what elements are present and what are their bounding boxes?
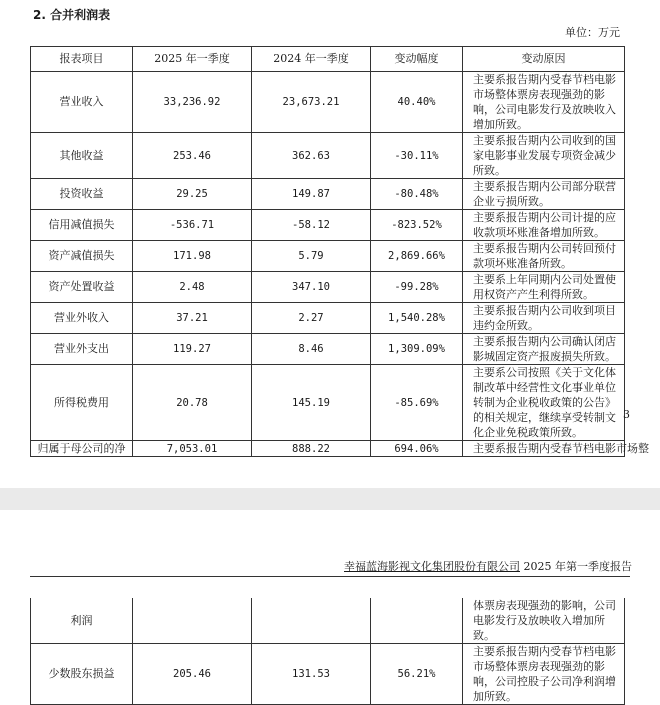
item-cell: 营业外支出 bbox=[31, 334, 133, 365]
change-cell bbox=[371, 598, 463, 644]
item-cell: 营业外收入 bbox=[31, 303, 133, 334]
table-row bbox=[31, 272, 625, 303]
item-cell: 归属于母公司的净 bbox=[31, 441, 133, 457]
q2024-cell: 362.63 bbox=[252, 133, 371, 179]
header-cell: 2025 年一季度 bbox=[133, 47, 252, 72]
header-cell: 报表项目 bbox=[31, 47, 133, 72]
q2024-cell: -58.12 bbox=[252, 210, 371, 241]
reason-cell: 主要系公司按照《关于文化体制改革中经营性文化事业单位转制为企业税收政策的公告》的相关规定，继续享受转制文化企业免税政策所致。 bbox=[463, 365, 625, 441]
q2025-cell: -536.71 bbox=[133, 210, 252, 241]
q2024-cell: 5.79 bbox=[252, 241, 371, 272]
q2024-cell: 145.19 bbox=[252, 365, 371, 441]
header-rule bbox=[30, 576, 630, 577]
q2024-cell: 888.22 bbox=[252, 441, 371, 457]
reason-cell: 体票房表现强劲的影响，公司电影发行及放映收入增加所致。 bbox=[463, 598, 625, 644]
item-cell: 信用减值损失 bbox=[31, 210, 133, 241]
header-cell: 2024 年一季度 bbox=[252, 47, 371, 72]
change-cell: 2,869.66% bbox=[371, 241, 463, 272]
table-row bbox=[31, 241, 625, 272]
header-report: 2025 年第一季度报告 bbox=[520, 560, 632, 573]
change-cell: 56.21% bbox=[371, 644, 463, 705]
item-cell: 资产减值损失 bbox=[31, 241, 133, 272]
change-cell: -99.28% bbox=[371, 272, 463, 303]
q2024-cell: 23,673.21 bbox=[252, 72, 371, 133]
change-cell: 40.40% bbox=[371, 72, 463, 133]
reason-cell: 主要系报告期内受春节档电影市场整体票房表现强劲的影响，公司控股子公司净利润增加所致。 bbox=[463, 644, 625, 705]
table-row bbox=[31, 179, 625, 210]
reason-cell: 主要系报告期内公司收到项目违约金所致。 bbox=[463, 303, 625, 334]
reason-cell: 主要系报告期内受春节档电影市场整体票房表现强劲的影响，公司电影发行及放映收入增加所致。 bbox=[463, 72, 625, 133]
change-cell: -85.69% bbox=[371, 365, 463, 441]
change-cell: 1,309.09% bbox=[371, 334, 463, 365]
table-row bbox=[31, 133, 625, 179]
item-cell: 其他收益 bbox=[31, 133, 133, 179]
reason-cell: 主要系上年同期内公司处置使用权资产产生利得所致。 bbox=[463, 272, 625, 303]
header-company: 幸福蓝海影视文化集团股份有限公司 bbox=[344, 560, 520, 573]
header-cell: 变动原因 bbox=[463, 47, 625, 72]
header-cell: 变动幅度 bbox=[371, 47, 463, 72]
income-statement-table bbox=[30, 46, 649, 457]
table-row bbox=[31, 210, 625, 241]
q2025-cell: 29.25 bbox=[133, 179, 252, 210]
q2024-cell: 149.87 bbox=[252, 179, 371, 210]
reason-cell: 主要系报告期内公司转回预付款项坏账准备所致。 bbox=[463, 241, 625, 272]
q2025-cell: 205.46 bbox=[133, 644, 252, 705]
item-cell: 所得税费用 bbox=[31, 365, 133, 441]
q2025-cell: 20.78 bbox=[133, 365, 252, 441]
q2025-cell: 7,053.01 bbox=[133, 441, 252, 457]
q2024-cell: 347.10 bbox=[252, 272, 371, 303]
table-row bbox=[31, 72, 625, 133]
running-header bbox=[344, 558, 632, 574]
item-cell: 利润 bbox=[31, 598, 133, 644]
change-cell: -80.48% bbox=[371, 179, 463, 210]
reason-cell: 主要系报告期内受春节档电影市场整 bbox=[463, 441, 625, 457]
change-cell: -823.52% bbox=[371, 210, 463, 241]
page-gap bbox=[0, 488, 660, 510]
q2025-cell: 171.98 bbox=[133, 241, 252, 272]
change-cell: 694.06% bbox=[371, 441, 463, 457]
item-cell: 投资收益 bbox=[31, 179, 133, 210]
q2024-cell: 8.46 bbox=[252, 334, 371, 365]
item-cell: 少数股东损益 bbox=[31, 644, 133, 705]
item-cell: 营业收入 bbox=[31, 72, 133, 133]
item-cell: 资产处置收益 bbox=[31, 272, 133, 303]
reason-cell: 主要系报告期内公司确认闭店影城固定资产报废损失所致。 bbox=[463, 334, 625, 365]
q2024-cell: 131.53 bbox=[252, 644, 371, 705]
table-row bbox=[31, 365, 625, 441]
q2025-cell: 119.27 bbox=[133, 334, 252, 365]
q2025-cell: 253.46 bbox=[133, 133, 252, 179]
reason-cell: 主要系报告期内公司计提的应收款项坏账准备增加所致。 bbox=[463, 210, 625, 241]
income-statement-table-continued bbox=[30, 598, 625, 705]
q2025-cell bbox=[133, 598, 252, 644]
table-row bbox=[31, 598, 625, 644]
q2025-cell: 33,236.92 bbox=[133, 72, 252, 133]
reason-cell: 主要系报告期内公司部分联营企业亏损所致。 bbox=[463, 179, 625, 210]
q2025-cell: 37.21 bbox=[133, 303, 252, 334]
table-row bbox=[31, 441, 625, 457]
q2024-cell: 2.27 bbox=[252, 303, 371, 334]
report-page-2 bbox=[0, 510, 660, 703]
table-row bbox=[31, 334, 625, 365]
table-header-row bbox=[31, 47, 625, 72]
q2025-cell: 2.48 bbox=[133, 272, 252, 303]
change-cell: 1,540.28% bbox=[371, 303, 463, 334]
q2024-cell bbox=[252, 598, 371, 644]
change-cell: -30.11% bbox=[371, 133, 463, 179]
unit-label: 单位：万元 bbox=[565, 26, 620, 39]
table-row bbox=[31, 644, 625, 705]
section-title: 2. 合并利润表 bbox=[33, 8, 111, 22]
page-number: 3 bbox=[623, 408, 630, 421]
reason-cell: 主要系报告期内公司收到的国家电影事业发展专项资金减少所致。 bbox=[463, 133, 625, 179]
table-row bbox=[31, 303, 625, 334]
